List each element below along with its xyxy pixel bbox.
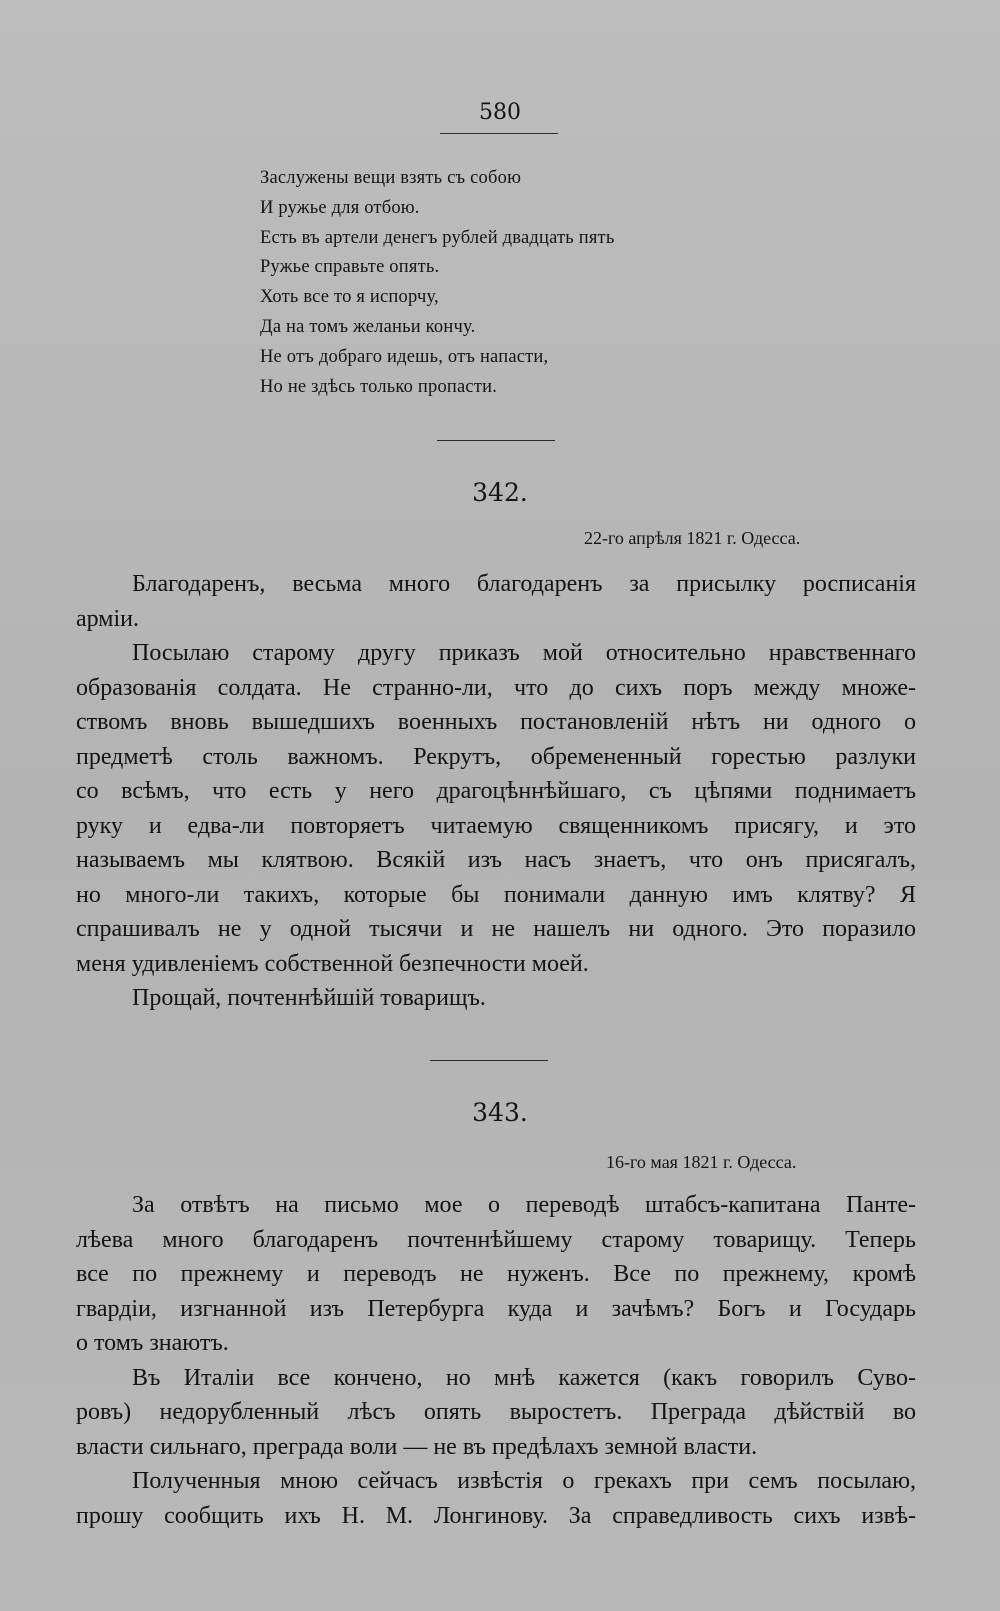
poem-line: Да на томъ желаньи кончу.: [260, 316, 476, 337]
text-line: со всѣмъ, что есть у него драгоцѣннѣйшаго, съ цѣпями поднимаетъ: [76, 778, 916, 804]
poem-line: И ружье для отбою.: [260, 197, 420, 218]
letter-342-body: [76, 567, 916, 1016]
text-line: называемъ мы клятвою. Всякій изъ насъ знаетъ, что онъ присягалъ,: [76, 847, 916, 873]
poem-line: Хоть все то я испорчу,: [260, 287, 439, 308]
text-line: Посылаю старому другу приказъ мой относительно нравственнаго: [132, 640, 916, 666]
text-line: но много-ли такихъ, которые бы понимали данную имъ клятву? Я: [76, 881, 916, 908]
text-line: арміи.: [76, 605, 139, 632]
text-line: гвардіи, изгнанной изъ Петербурга куда и зачѣмъ? Богъ и Государь: [76, 1295, 916, 1322]
text-line: образованія солдата. Не странно-ли, что до сихъ поръ между множе-: [76, 674, 916, 701]
text-line: Въ Италіи все кончено, но мнѣ кажется (какъ говорилъ Суво-: [132, 1364, 916, 1391]
text-line: Полученныя мною сейчасъ извѣстія о грекахъ при семъ посылаю,: [132, 1468, 916, 1494]
poem-line: Ружье справьте опять.: [260, 257, 440, 278]
text-line: Благодаренъ, весьма много благодаренъ за присылку росписанія: [132, 571, 916, 597]
text-line: ровъ) недорубленный лѣсъ опять выростетъ. Преграда дѣйствій во: [76, 1399, 916, 1425]
letter-number-342: 342.: [472, 478, 528, 507]
section-divider: [437, 440, 555, 441]
text-line: руку и едва-ли повторяетъ читаемую священникомъ присягу, и это: [76, 812, 916, 839]
text-line: предметѣ столь важномъ. Рекрутъ, обремененный горестью разлуки: [76, 743, 916, 770]
text-line: прошу сообщить ихъ Н. М. Лонгинову. За справедливость сихъ извѣ-: [76, 1502, 916, 1529]
text-line: меня удивленіемъ собственной безпечности моей.: [76, 950, 589, 977]
text-line: ствомъ вновь вышедшихъ военныхъ постановленій нѣтъ ни одного о: [76, 709, 916, 735]
page-number: 580: [479, 100, 521, 125]
text-line: лѣева много благодаренъ почтеннѣйшему старому товарищу. Теперь: [76, 1226, 916, 1253]
text-line: власти сильнаго, преграда воли — не въ предѣлахъ земной власти.: [76, 1433, 758, 1460]
poem-line: Заслужены вещи взять съ собою: [260, 168, 522, 188]
text-line: о томъ знаютъ.: [76, 1330, 229, 1356]
poem: [260, 164, 614, 402]
text-line: Прощай, почтеннѣйшій товарищъ.: [132, 985, 486, 1011]
poem-line: Не отъ добраго идешь, отъ напасти,: [260, 346, 549, 367]
text-line: За отвѣтъ на письмо мое о переводѣ штабсъ-капитана Панте-: [132, 1192, 916, 1218]
poem-line: Но не здѣсь только пропасти.: [260, 376, 498, 397]
text-line: спрашивалъ не у одной тысячи и не нашелъ ни одного. Это поразило: [76, 916, 916, 942]
header-rule: [440, 133, 558, 134]
section-divider: [430, 1060, 548, 1061]
letter-343-body: [76, 1188, 916, 1533]
letter-343-dateline: 16-го мая 1821 г. Одесса.: [606, 1152, 797, 1172]
letter-342-dateline: 22-го апрѣля 1821 г. Одесса.: [584, 528, 801, 548]
text-line: все по прежнему и переводъ не нуженъ. Все по прежнему, кромѣ: [76, 1261, 916, 1287]
poem-line: Есть въ артели денегъ рублей двадцать пять: [260, 227, 615, 248]
letter-number-343: 343.: [472, 1098, 528, 1127]
